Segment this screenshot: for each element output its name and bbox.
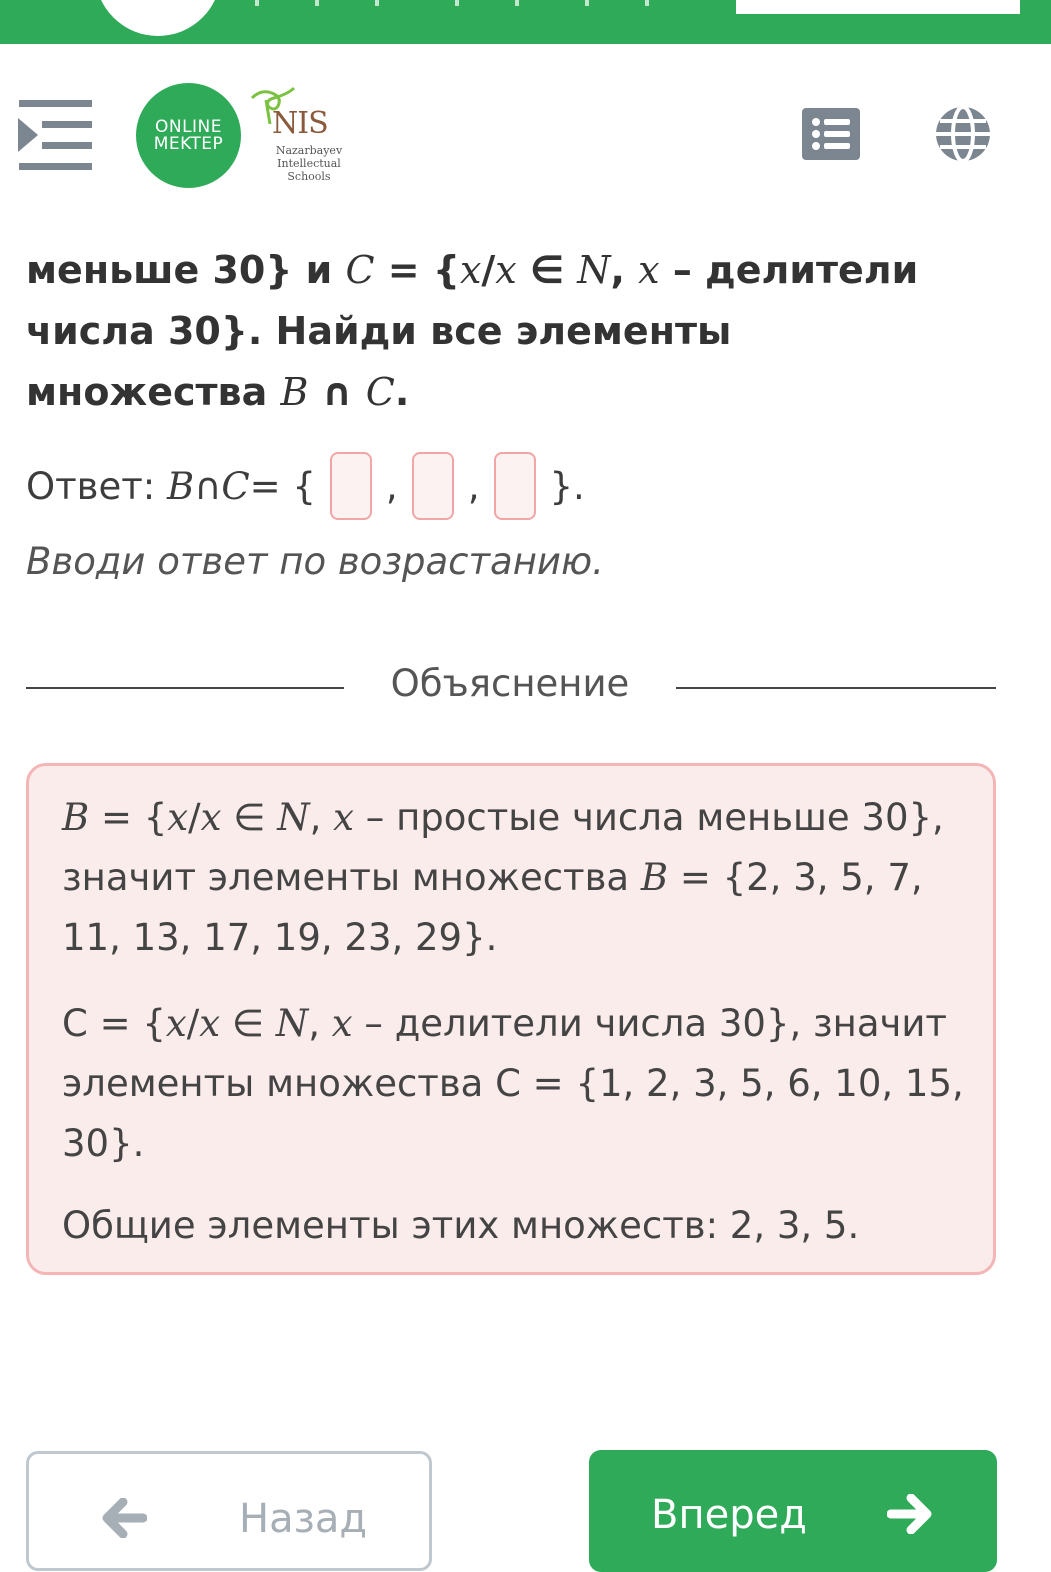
answer-separator: , xyxy=(467,464,480,508)
math-symbol: C xyxy=(221,464,250,508)
question-line-3 xyxy=(26,362,986,423)
math-symbol: x xyxy=(459,248,482,292)
question-text-part: ∩ xyxy=(308,370,366,414)
arrow-right-icon xyxy=(887,1494,933,1534)
math-symbol: B xyxy=(62,796,90,839)
divider-left xyxy=(26,687,344,689)
answer-line xyxy=(26,456,585,516)
math-symbol: N xyxy=(577,248,611,292)
answer-close-brace: }. xyxy=(549,464,585,508)
math-symbol: B xyxy=(280,370,309,414)
arrow-left-icon xyxy=(101,1498,147,1538)
question-text-part: множества xyxy=(26,370,281,414)
nis-logo-sub-line1: Nazarbayev xyxy=(275,144,343,157)
next-button-label: Вперед xyxy=(651,1492,807,1538)
online-mektep-logo xyxy=(136,83,241,188)
online-mektep-logo-line2: MEKTEP xyxy=(153,133,224,154)
next-button[interactable] xyxy=(589,1450,997,1572)
cropped-text-mark xyxy=(645,0,649,6)
explanation-text-part: , xyxy=(309,796,334,839)
math-symbol: C xyxy=(365,370,395,414)
question-text xyxy=(26,240,986,423)
cropped-text-mark xyxy=(315,0,319,6)
menu-toggle-icon xyxy=(16,100,92,170)
nis-logo xyxy=(248,84,348,188)
explanation-text-part: = { xyxy=(89,796,168,839)
explanation-text-part: – делители числа 30}, значит элементы множества C = {1, 2, 3, 5, 6, 10, 15, 30}. xyxy=(62,1002,964,1165)
cropped-text-mark xyxy=(255,0,259,6)
online-mektep-logo-line1: ONLINE xyxy=(154,116,223,137)
cropped-text-mark xyxy=(515,0,519,6)
math-symbol: B xyxy=(167,464,195,508)
question-line-1 xyxy=(26,240,986,301)
answer-input-2[interactable] xyxy=(412,452,454,520)
question-text-part: – делители xyxy=(659,248,919,292)
menu-toggle-button[interactable] xyxy=(16,100,92,170)
cropped-text-mark xyxy=(585,0,589,6)
cropped-top-text xyxy=(255,0,675,10)
back-button-label: Назад xyxy=(239,1496,368,1542)
question-line-2: числа 30}. Найди все элементы xyxy=(26,309,732,353)
cropped-text-mark xyxy=(455,0,459,6)
answer-text-part: = { xyxy=(249,464,316,508)
explanation-paragraph-2 xyxy=(62,994,967,1174)
math-symbol: x xyxy=(199,1002,221,1045)
answer-text-part: ∩ xyxy=(194,464,222,508)
explanation-text-part: ∈ xyxy=(220,1002,276,1045)
explanation-paragraph-3: Общие элементы этих множеств: 2, 3, 5. xyxy=(62,1204,860,1247)
top-input-field[interactable] xyxy=(736,0,1020,14)
back-button[interactable] xyxy=(26,1451,432,1571)
explanation-text-part: ∈ xyxy=(221,796,278,839)
explanation-text-part: / xyxy=(186,1002,200,1045)
math-symbol: B xyxy=(640,856,669,899)
math-symbol: x xyxy=(165,1002,187,1045)
question-text-part: меньше 30} и xyxy=(26,248,346,292)
language-button[interactable] xyxy=(934,105,992,163)
math-symbol: x xyxy=(638,248,660,292)
explanation-text-part: – простые числа меньше 30}, значит элементы множества xyxy=(62,796,944,899)
math-symbol: x xyxy=(495,248,517,292)
question-text-part: ∈ xyxy=(516,248,578,292)
answer-hint: Вводи ответ по возрастанию. xyxy=(26,540,604,583)
divider-right xyxy=(676,687,996,689)
explanation-paragraph-1 xyxy=(62,788,967,968)
math-symbol: x xyxy=(331,1002,353,1045)
explanation-text-part: / xyxy=(188,796,201,839)
nis-logo-sub-line2: Intellectual xyxy=(277,157,341,170)
explanation-box xyxy=(26,763,996,1275)
question-text-part: , xyxy=(610,248,639,292)
answer-input-1[interactable] xyxy=(330,452,372,520)
question-text-part: / xyxy=(481,248,496,292)
math-symbol: x xyxy=(167,796,189,839)
question-text-part: . xyxy=(394,370,410,414)
nis-logo-subtitle xyxy=(256,144,362,183)
answer-separator: , xyxy=(385,464,398,508)
explanation-text-part: = {2, 3, 5, 7, 11, 13, 17, 19, 23, 29}. xyxy=(62,856,923,959)
top-status-bar xyxy=(0,0,1051,44)
explanation-text-part: , xyxy=(308,1002,332,1045)
globe-icon xyxy=(934,105,992,163)
nis-logo-title: NIS xyxy=(272,106,328,141)
answer-label: Ответ: xyxy=(26,464,156,508)
explanation-text-part: C = { xyxy=(62,1002,166,1045)
cropped-text-mark xyxy=(375,0,379,6)
avatar xyxy=(95,0,221,36)
list-button[interactable] xyxy=(802,108,860,160)
math-symbol: x xyxy=(200,796,222,839)
math-symbol: N xyxy=(275,1002,309,1045)
list-icon xyxy=(802,108,860,160)
answer-input-3[interactable] xyxy=(494,452,536,520)
math-symbol: x xyxy=(333,796,355,839)
math-symbol: C xyxy=(345,248,375,292)
nis-logo-sub-line3: Schools xyxy=(287,170,331,183)
explanation-title: Объяснение xyxy=(390,662,630,705)
math-symbol: N xyxy=(277,796,310,839)
question-text-part: = { xyxy=(374,248,460,292)
